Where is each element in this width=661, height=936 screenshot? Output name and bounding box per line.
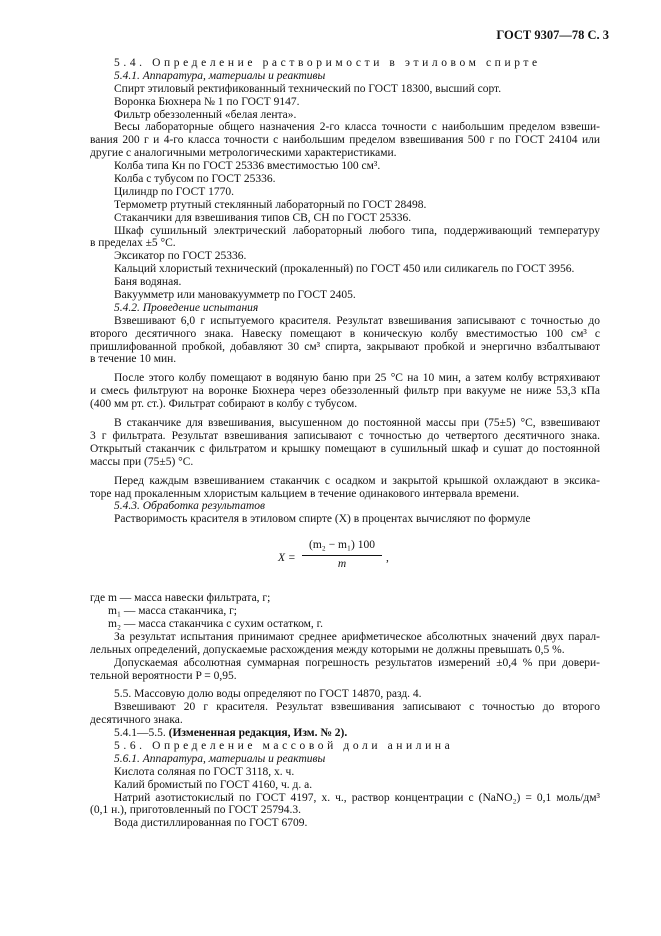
section-5-6-title: 5.6. Определение массовой доли анилина bbox=[114, 739, 454, 752]
edit-range: 5.4.1—5.5. bbox=[114, 727, 166, 740]
text-line: Воронка Бюхнера № 1 по ГОСТ 9147. bbox=[114, 95, 300, 108]
text-line: Открытый стаканчик с фильтратом и крышку помещают в сушильный шкаф и сушат до постоянной bbox=[90, 442, 600, 455]
formula-lhs: X = bbox=[278, 552, 296, 565]
text-line: Взвешивают 6,0 г испытуемого красителя. Результат взвешивания записывают с точностью до bbox=[114, 314, 600, 327]
subsection-5-6-1-title: 5.6.1. Аппаратура, материалы и реактивы bbox=[114, 752, 326, 765]
text-line: Фильтр обеззоленный «белая лента». bbox=[114, 108, 297, 121]
text-line: Баня водяная. bbox=[114, 276, 182, 289]
text-line: пришлифованной пробкой, добавляют 30 см³ спирта, закрывают пробкой и энергично взбалтывают bbox=[90, 340, 600, 353]
text-line: (0,1 н.), приготовленный по ГОСТ 25794.3. bbox=[90, 804, 301, 817]
text-line: торе над прокаленным хлористым кальцием в течение одинакового интервала времени. bbox=[90, 487, 520, 500]
text-line: Перед каждым взвешиванием стаканчик с осадком и закрытой крышкой охлаждают в эксика- bbox=[114, 474, 600, 487]
text-line: Растворимость красителя в этиловом спирте (X) в процентах вычисляют по формуле bbox=[114, 513, 531, 526]
text-line: в течение 10 мин. bbox=[90, 353, 177, 366]
subsection-5-4-2-title: 5.4.2. Проведение испытания bbox=[114, 301, 259, 314]
text-line: тельной вероятности P = 0,95. bbox=[90, 669, 237, 682]
text-line: Взвешивают 20 г красителя. Результат взвешивания записывают с точностью до второго bbox=[114, 701, 600, 714]
text-line: В стаканчике для взвешивания, высушенном до постоянной массы при (75±5) °С, взвешивают bbox=[114, 417, 600, 430]
edit-note: (Измененная редакция, Изм. № 2). bbox=[168, 727, 348, 740]
subsection-5-4-3-title: 5.4.3. Обработка результатов bbox=[114, 500, 265, 513]
text-line: вания 200 г и 4-го класса точности с наибольшим пределом взвешивания 500 г по ГОСТ 24104 или bbox=[90, 134, 600, 147]
text-line: Термометр ртутный стеклянный лабораторный по ГОСТ 28498. bbox=[114, 198, 427, 211]
text-line: в пределах ±5 °С. bbox=[90, 237, 176, 250]
text-line: Кальций хлористый технический (прокаленный) по ГОСТ 450 или силикагель по ГОСТ 3956. bbox=[114, 263, 575, 276]
text-line: Вода дистиллированная по ГОСТ 6709. bbox=[114, 817, 308, 830]
text-line: массы при (75±5) °С. bbox=[90, 455, 194, 468]
section-5-5: 5.5. Массовую долю воды определяют по ГОСТ 14870, разд. 4. bbox=[114, 688, 422, 701]
text-line: Колба типа Кн по ГОСТ 25336 вместимостью 100 см³. bbox=[114, 160, 381, 173]
text-line: 3 г фильтрата. Результат взвешивания записывают с точностью до четвертого десятичного знака. bbox=[90, 429, 600, 442]
text-line: Стаканчики для взвешивания типов СВ, СН по ГОСТ 25336. bbox=[114, 211, 412, 224]
page-header: ГОСТ 9307—78 С. 3 bbox=[496, 28, 609, 42]
solubility-formula bbox=[90, 536, 600, 582]
section-5-4-title: 5.4. Определение растворимости в этиловом спирте bbox=[114, 57, 541, 69]
text-line: Эксикатор по ГОСТ 25336. bbox=[114, 250, 247, 263]
text-line: Цилиндр по ГОСТ 1770. bbox=[114, 185, 235, 198]
formula-denominator: m bbox=[337, 558, 347, 571]
text-line: Кислота соляная по ГОСТ 3118, х. ч. bbox=[114, 765, 295, 778]
formula-numerator: (m₂ − m₁) 100 bbox=[309, 539, 375, 552]
text-line: Натрий азотистокислый по ГОСТ 4197, х. ч., раствор концентрации c (NaNO₂) = 0,1 моль/дм³ bbox=[114, 791, 600, 804]
fraction-bar bbox=[302, 555, 382, 556]
where-line: m₂ — масса стаканчика с сухим остатком, г. bbox=[108, 617, 323, 630]
text-line: десятичного знака. bbox=[90, 714, 183, 727]
text-line: Весы лабораторные общего назначения 2-го класса точности с наибольшим пределом взвеши- bbox=[114, 121, 600, 134]
document-body bbox=[90, 57, 600, 830]
formula-tail: , bbox=[386, 552, 389, 565]
text-line: второго десятичного знака. Навеску помещают в коническую колбу вместимостью 100 см³ с bbox=[90, 327, 600, 340]
text-line: лельных определений, допускаемые расхождения между которыми не должны превышать 0,5 %. bbox=[90, 643, 565, 656]
text-line: другие с аналогичными метрологическими характеристиками. bbox=[90, 147, 397, 160]
text-line: Спирт этиловый ректификованный технический по ГОСТ 18300, высший сорт. bbox=[114, 82, 502, 95]
text-line: За результат испытания принимают среднее арифметическое абсолютных значений двух парал- bbox=[114, 630, 600, 643]
text-line: Калий бромистый по ГОСТ 4160, ч. д. а. bbox=[114, 778, 313, 791]
text-line: После этого колбу помещают в водяную баню при 25 °С на 10 мин, а затем колбу встряхивают bbox=[114, 372, 600, 385]
text-line: Шкаф сушильный электрический лабораторный любого типа, поддерживающий температуру bbox=[114, 224, 600, 237]
formula-fraction bbox=[302, 539, 382, 571]
where-line: где m — масса навески фильтрата, г; bbox=[90, 592, 271, 605]
text-line: (400 мм рт. ст.). Фильтрат собирают в колбу с тубусом. bbox=[90, 398, 358, 411]
subsection-5-4-1-title: 5.4.1. Аппаратура, материалы и реактивы bbox=[114, 69, 326, 82]
text-line: и смесь фильтруют на воронке Бюхнера через обеззоленный фильтр при вакууме не ниже 53,3 кПа bbox=[90, 385, 600, 398]
text-line: Колба с тубусом по ГОСТ 25336. bbox=[114, 173, 276, 186]
text-line: Допускаемая абсолютная суммарная погрешность результатов измерений ±0,4 % при довери- bbox=[114, 656, 600, 669]
edit-note-line bbox=[90, 727, 600, 740]
text-line: Вакуумметр или мановакуумметр по ГОСТ 2405. bbox=[114, 289, 356, 302]
where-line: m₁ — масса стаканчика, г; bbox=[108, 605, 237, 618]
